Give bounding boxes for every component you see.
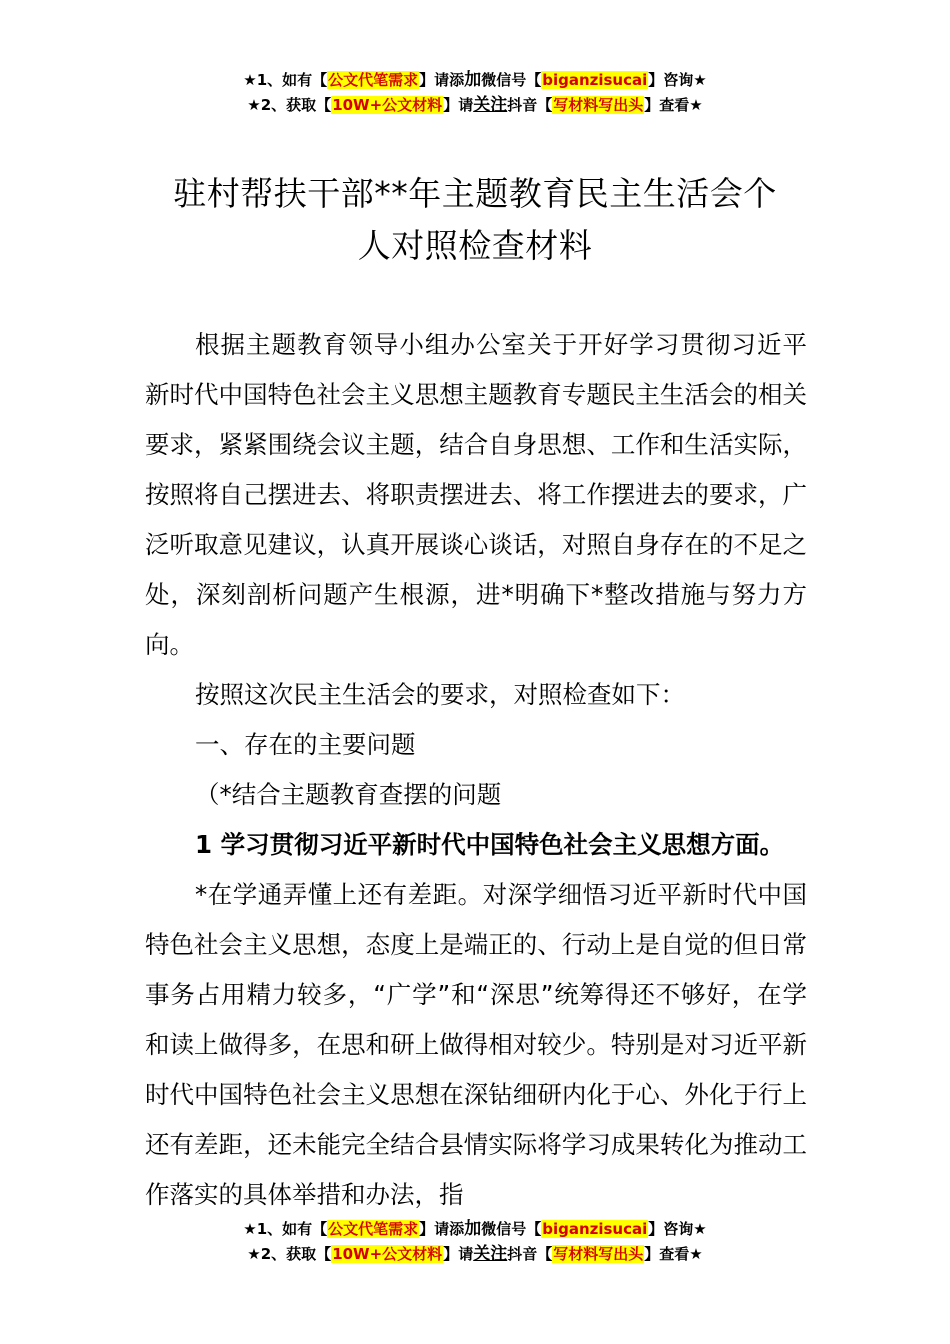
banner-emphasis: 关注 <box>473 1244 508 1264</box>
footer-banner <box>0 1217 950 1267</box>
highlight-tag: 写材料写出头 <box>553 1245 644 1263</box>
banner-emphasis: 加 <box>464 70 482 90</box>
banner-text: 抖音【 <box>507 96 553 114</box>
banner-text: 抖音【 <box>507 1245 553 1263</box>
banner-text: 微信号【 <box>481 71 542 89</box>
banner-text: 】请 <box>443 1245 474 1263</box>
title-line-1: 驻村帮扶干部**年主题教育民主生活会个 <box>173 174 777 213</box>
banner-line-2 <box>0 1242 950 1267</box>
banner-emphasis: 关注 <box>473 95 508 115</box>
section-heading: 一、存在的主要问题 <box>195 730 416 759</box>
banner-text: 】请添 <box>419 1220 465 1238</box>
banner-line-2 <box>0 93 950 118</box>
highlight-tag: biganzisucai <box>542 71 648 89</box>
banner-line-1 <box>0 1217 950 1242</box>
banner-line-1 <box>0 68 950 93</box>
banner-text: 】请 <box>443 96 474 114</box>
banner-text: ★1、如有【 <box>243 1220 328 1238</box>
highlight-tag: 10W+公文材料 <box>332 96 443 114</box>
paragraph-content: *在学通弄懂上还有差距。对深学细悟习近平新时代中国特色社会主义思想，态度上是端正的、行动上是自觉的但日常事务占用精力较多，“广学”和“深思”统筹得还不够好，在学和读上做得多，在思和研上做得相对较少。特别是对习近平新时代中国特色社会主义思想在深钻细研内化于心、外化于行上还有差距，还未能完全结合县情实际将学习成果转化为推动工作落实的具体举措和办法，指 <box>145 880 807 1209</box>
subsection-item-heading: 1 学习贯彻习近平新时代中国特色社会主义思想方面。 <box>195 830 785 859</box>
banner-text: 】请添 <box>419 71 465 89</box>
highlight-tag: 公文代笔需求 <box>328 1220 419 1238</box>
banner-emphasis: 加 <box>464 1219 482 1239</box>
subsection-heading: （*结合主题教育查摆的问题 <box>195 780 502 809</box>
banner-text: 】查看★ <box>644 1245 703 1263</box>
header-banner <box>0 68 950 118</box>
banner-text: 】咨询★ <box>648 71 707 89</box>
paragraph-intro: 根据主题教育领导小组办公室关于开好学习贯彻习近平新时代中国特色社会主义思想主题教育专题民主生活会的相关要求，紧紧围绕会议主题，结合自身思想、工作和生活实际，按照将自己摆进去、将职责摆进去、将工作摆进去的要求，广泛听取意见建议，认真开展谈心谈话，对照自身存在的不足之处，深刻剖析问题产生根源，进*明确下*整改措施与努力方向。 <box>145 330 807 659</box>
banner-text: 微信号【 <box>481 1220 542 1238</box>
banner-text: 】查看★ <box>644 96 703 114</box>
banner-text: ★2、获取【 <box>247 1245 332 1263</box>
banner-text: ★2、获取【 <box>247 96 332 114</box>
paragraph-requirement: 按照这次民主生活会的要求，对照检查如下： <box>195 680 685 709</box>
banner-text: ★1、如有【 <box>243 71 328 89</box>
highlight-tag: biganzisucai <box>542 1220 648 1238</box>
highlight-tag: 10W+公文材料 <box>332 1245 443 1263</box>
banner-text: 】咨询★ <box>648 1220 707 1238</box>
title-line-2: 人对照检查材料 <box>357 226 593 265</box>
highlight-tag: 写材料写出头 <box>553 96 644 114</box>
document-title <box>120 168 830 272</box>
document-body <box>145 320 807 1220</box>
highlight-tag: 公文代笔需求 <box>328 71 419 89</box>
